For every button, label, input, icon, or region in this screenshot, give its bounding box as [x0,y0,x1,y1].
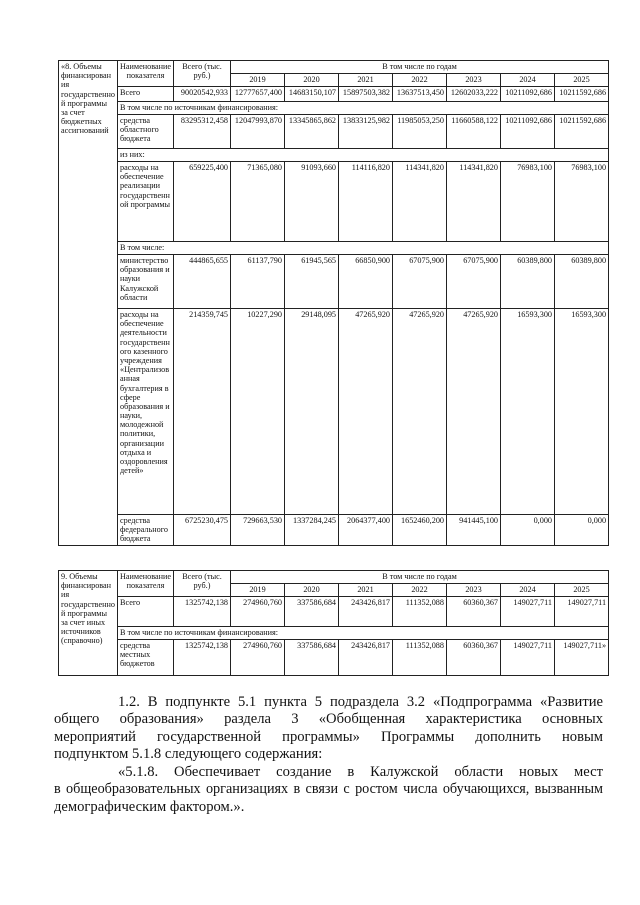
cell-value: 66850,900 [339,255,393,309]
year-header: 2022 [393,584,447,597]
cell-value: 61945,565 [285,255,339,309]
cell-value: 60389,800 [555,255,609,309]
row-label: средства федерального бюджета [118,515,174,546]
cell-value: 149027,711 [555,597,609,627]
subheader-row [59,242,609,255]
subheader-label: В том числе по источникам финансирования: [118,627,609,640]
row-total: 1325742,138 [174,597,231,627]
cell-value: 76983,100 [501,162,555,242]
table-row [59,640,609,676]
cell-value: 11985053,250 [393,115,447,149]
subheader-row [59,149,609,162]
paragraph-line: 1.2. В подпункте 5.1 пункта 5 подраздела 3.2 «Подпрограмма «Развитие [118,694,603,710]
cell-value: 29148,095 [285,309,339,515]
cell-value: 729663,530 [231,515,285,546]
paragraph-line: мероприятий государственной программы» Программы дополнить новым [54,728,603,745]
row-label: Всего [118,597,174,627]
year-header: 2019 [231,74,285,87]
year-header: 2024 [501,74,555,87]
cell-value: 2064377,400 [339,515,393,546]
paragraph-line: «5.1.8. Обеспечивает создание в Калужской области новых мест [118,764,603,780]
cell-value: 1652460,200 [393,515,447,546]
table-row [59,309,609,515]
paragraph-line: общего образования» раздела 3 «Обобщенная характеристика основных [54,711,603,728]
row-label: средства местных бюджетов [118,640,174,676]
year-header: 2020 [285,74,339,87]
column-header-total: Всего (тыс. руб.) [174,571,231,597]
row-total: 90020542,933 [174,87,231,102]
cell-value: 67075,900 [393,255,447,309]
header-row [59,61,609,74]
cell-value: 15897503,382 [339,87,393,102]
row-total: 6725230,475 [174,515,231,546]
financing-table-budget [58,60,609,546]
year-header: 2021 [339,584,393,597]
row-label: министерство образования и науки Калужской области [118,255,174,309]
column-header-name: Наименование показателя [118,571,174,597]
cell-value: 10211592,686 [555,87,609,102]
year-header: 2025 [555,74,609,87]
year-header: 2025 [555,584,609,597]
cell-value: 16593,300 [501,309,555,515]
financing-table-other-sources [58,570,609,676]
column-header-name: Наименование показателя [118,61,174,87]
row-total: 83295312,458 [174,115,231,149]
cell-value: 60389,800 [501,255,555,309]
cell-value: 47265,920 [447,309,501,515]
cell-value: 61137,790 [231,255,285,309]
subheader-label: В том числе: [118,242,609,255]
cell-value: 47265,920 [339,309,393,515]
column-header-years: В том числе по годам [231,61,609,74]
cell-value: 10211092,686 [501,115,555,149]
subheader-label: В том числе по источникам финансирования: [118,102,609,115]
cell-value: 149027,711 [501,640,555,676]
year-header: 2020 [285,584,339,597]
row-total: 444865,655 [174,255,231,309]
column-header-years: В том числе по годам [231,571,609,584]
year-header: 2023 [447,74,501,87]
row-total: 1325742,138 [174,640,231,676]
subheader-row [59,102,609,115]
cell-value: 14683150,107 [285,87,339,102]
cell-value: 60360,367 [447,597,501,627]
cell-value: 114116,820 [339,162,393,242]
cell-value: 0,000 [501,515,555,546]
cell-value: 114341,820 [447,162,501,242]
row-total: 659225,400 [174,162,231,242]
year-header: 2019 [231,584,285,597]
cell-value: 76983,100 [555,162,609,242]
year-header: 2024 [501,584,555,597]
cell-value: 149027,711» [555,640,609,676]
cell-value: 243426,817 [339,597,393,627]
cell-value: 111352,088 [393,597,447,627]
cell-value: 13345865,862 [285,115,339,149]
year-header: 2022 [393,74,447,87]
cell-value: 114341,820 [393,162,447,242]
cell-value: 13833125,982 [339,115,393,149]
year-header: 2023 [447,584,501,597]
cell-value: 47265,920 [393,309,447,515]
cell-value: 60360,367 [447,640,501,676]
section-label: 9. Объемы финансирования государственной программы за счет иных источников (справочно) [59,571,118,676]
table-row [59,515,609,546]
section-label: «8. Объемы финансирования государственной программы за счет бюджетных ассигнований [59,61,118,546]
table-row [59,87,609,102]
table-row [59,597,609,627]
cell-value: 274960,760 [231,640,285,676]
cell-value: 71365,080 [231,162,285,242]
cell-value: 941445,100 [447,515,501,546]
subheader-label: из них: [118,149,609,162]
cell-value: 274960,760 [231,597,285,627]
header-row [59,571,609,584]
cell-value: 12777657,400 [231,87,285,102]
cell-value: 67075,900 [447,255,501,309]
cell-value: 10227,290 [231,309,285,515]
cell-value: 111352,088 [393,640,447,676]
paragraph-line: в общеобразовательных организациях в связи с ростом числа обучающихся, вызванным [54,781,603,798]
cell-value: 10211092,686 [501,87,555,102]
cell-value: 16593,300 [555,309,609,515]
row-label: расходы на обеспечение деятельности государственного казенного учреждения «Централизованная бухгалтерия в сфере образования и науки, молодежной политики, организации отдыха и оздоровления детей» [118,309,174,515]
row-label: Всего [118,87,174,102]
cell-value: 337586,684 [285,640,339,676]
row-label: средства областного бюджета [118,115,174,149]
cell-value: 10211592,686 [555,115,609,149]
cell-value: 0,000 [555,515,609,546]
cell-value: 11660588,122 [447,115,501,149]
cell-value: 13637513,450 [393,87,447,102]
cell-value: 149027,711 [501,597,555,627]
row-label: расходы на обеспечение реализации государственной программы [118,162,174,242]
cell-value: 12047993,870 [231,115,285,149]
cell-value: 1337284,245 [285,515,339,546]
cell-value: 12602033,222 [447,87,501,102]
row-total: 214359,745 [174,309,231,515]
table-row [59,162,609,242]
column-header-total: Всего (тыс. руб.) [174,61,231,87]
year-header: 2021 [339,74,393,87]
cell-value: 243426,817 [339,640,393,676]
subheader-row [59,627,609,640]
table-row [59,255,609,309]
amendment-paragraph-5-1-8 [54,764,603,816]
table-row [59,115,609,149]
cell-value: 337586,684 [285,597,339,627]
amendment-paragraph-1-2 [54,694,603,764]
paragraph-line: подпунктом 5.1.8 следующего содержания: [54,746,323,763]
paragraph-line: демографическим фактором.». [54,798,245,815]
cell-value: 91093,660 [285,162,339,242]
